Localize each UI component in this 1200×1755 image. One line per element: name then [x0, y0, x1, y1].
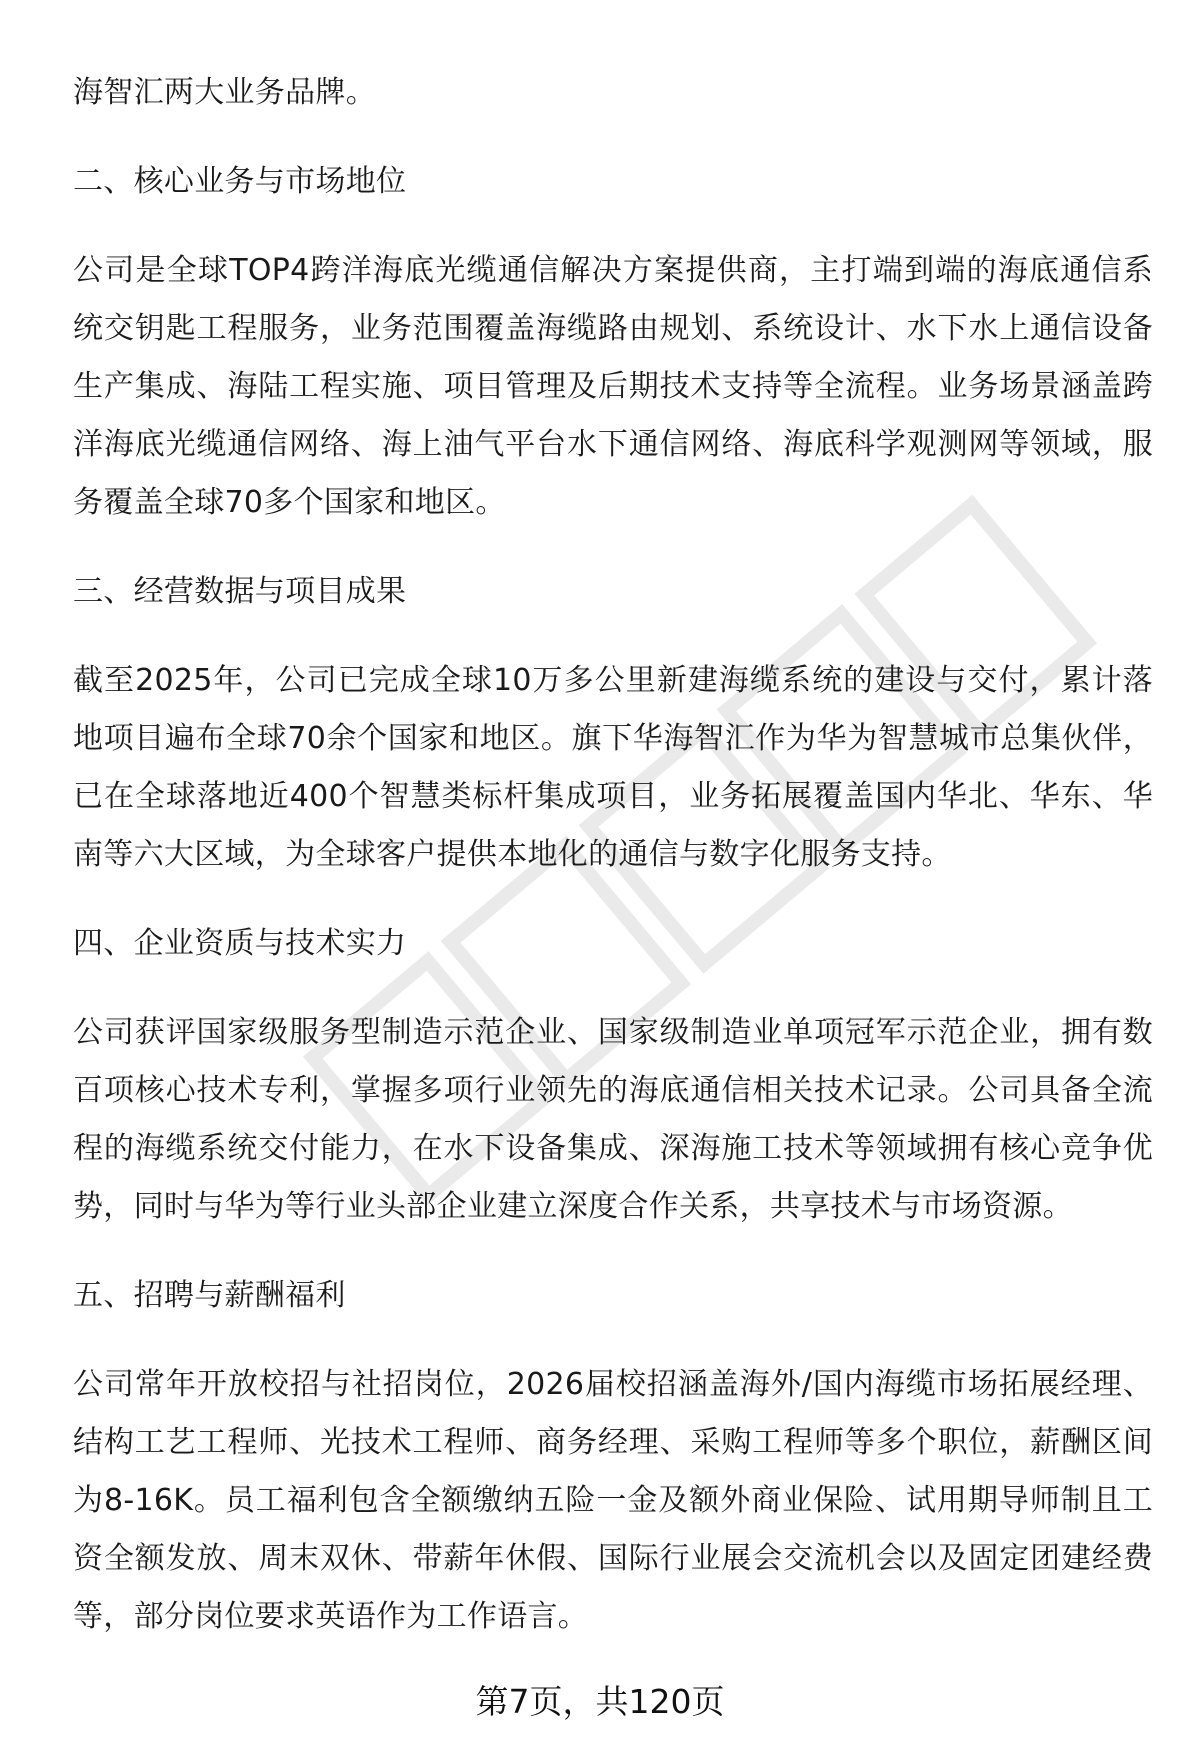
paragraph-intro-tail: 海智汇两大业务品牌。 [73, 75, 376, 110]
page-number: 第7页，共120页 [475, 1682, 725, 1721]
section-heading-recruitment: 五、招聘与薪酬福利 [73, 1278, 346, 1313]
section-heading-operations: 三、经营数据与项目成果 [73, 574, 407, 609]
paragraph-recruitment: 公司常年开放校招与社招岗位，2026届校招涵盖海外/国内海缆市场拓展经理、结构工艺工程师、光技术工程师、商务经理、采购工程师等多个职位，薪酬区间为8-16K。员工福利包含全额缴纳五险一金及额外商业保险、试用期导师制且工资全额发放、周末双休、带薪年休假、国际行业展会交流机会以及固定团建经费等，部分岗位要求英语作为工作语言。 [73, 1367, 1153, 1634]
document-body [73, 64, 1153, 1677]
paragraph-qualifications: 公司获评国家级服务型制造示范企业、国家级制造业单项冠军示范企业，拥有数百项核心技术专利，掌握多项行业领先的海底通信相关技术记录。公司具备全流程的海缆系统交付能力，在水下设备集成、深海施工技术等领域拥有核心竞争优势，同时与华为等行业头部企业建立深度合作关系，共享技术与市场资源。 [73, 1015, 1153, 1224]
paragraph-operations: 截至2025年，公司已完成全球10万多公里新建海缆系统的建设与交付，累计落地项目遍布全球70余个国家和地区。旗下华海智汇作为华为智慧城市总集伙伴，已在全球落地近400个智慧类标杆集成项目，业务拓展覆盖国内华北、华东、华南等六大区域，为全球客户提供本地化的通信与数字化服务支持。 [73, 663, 1153, 872]
paragraph-core-business: 公司是全球TOP4跨洋海底光缆通信解决方案提供商，主打端到端的海底通信系统交钥匙工程服务，业务范围覆盖海缆路由规划、系统设计、水下水上通信设备生产集成、海陆工程实施、项目管理及后期技术支持等全流程。业务场景涵盖跨洋海底光缆通信网络、海上油气平台水下通信网络、海底科学观测网等领域，服务覆盖全球70多个国家和地区。 [73, 253, 1153, 520]
section-heading-core-business: 二、核心业务与市场地位 [73, 164, 407, 199]
section-heading-qualifications: 四、企业资质与技术实力 [73, 926, 407, 961]
